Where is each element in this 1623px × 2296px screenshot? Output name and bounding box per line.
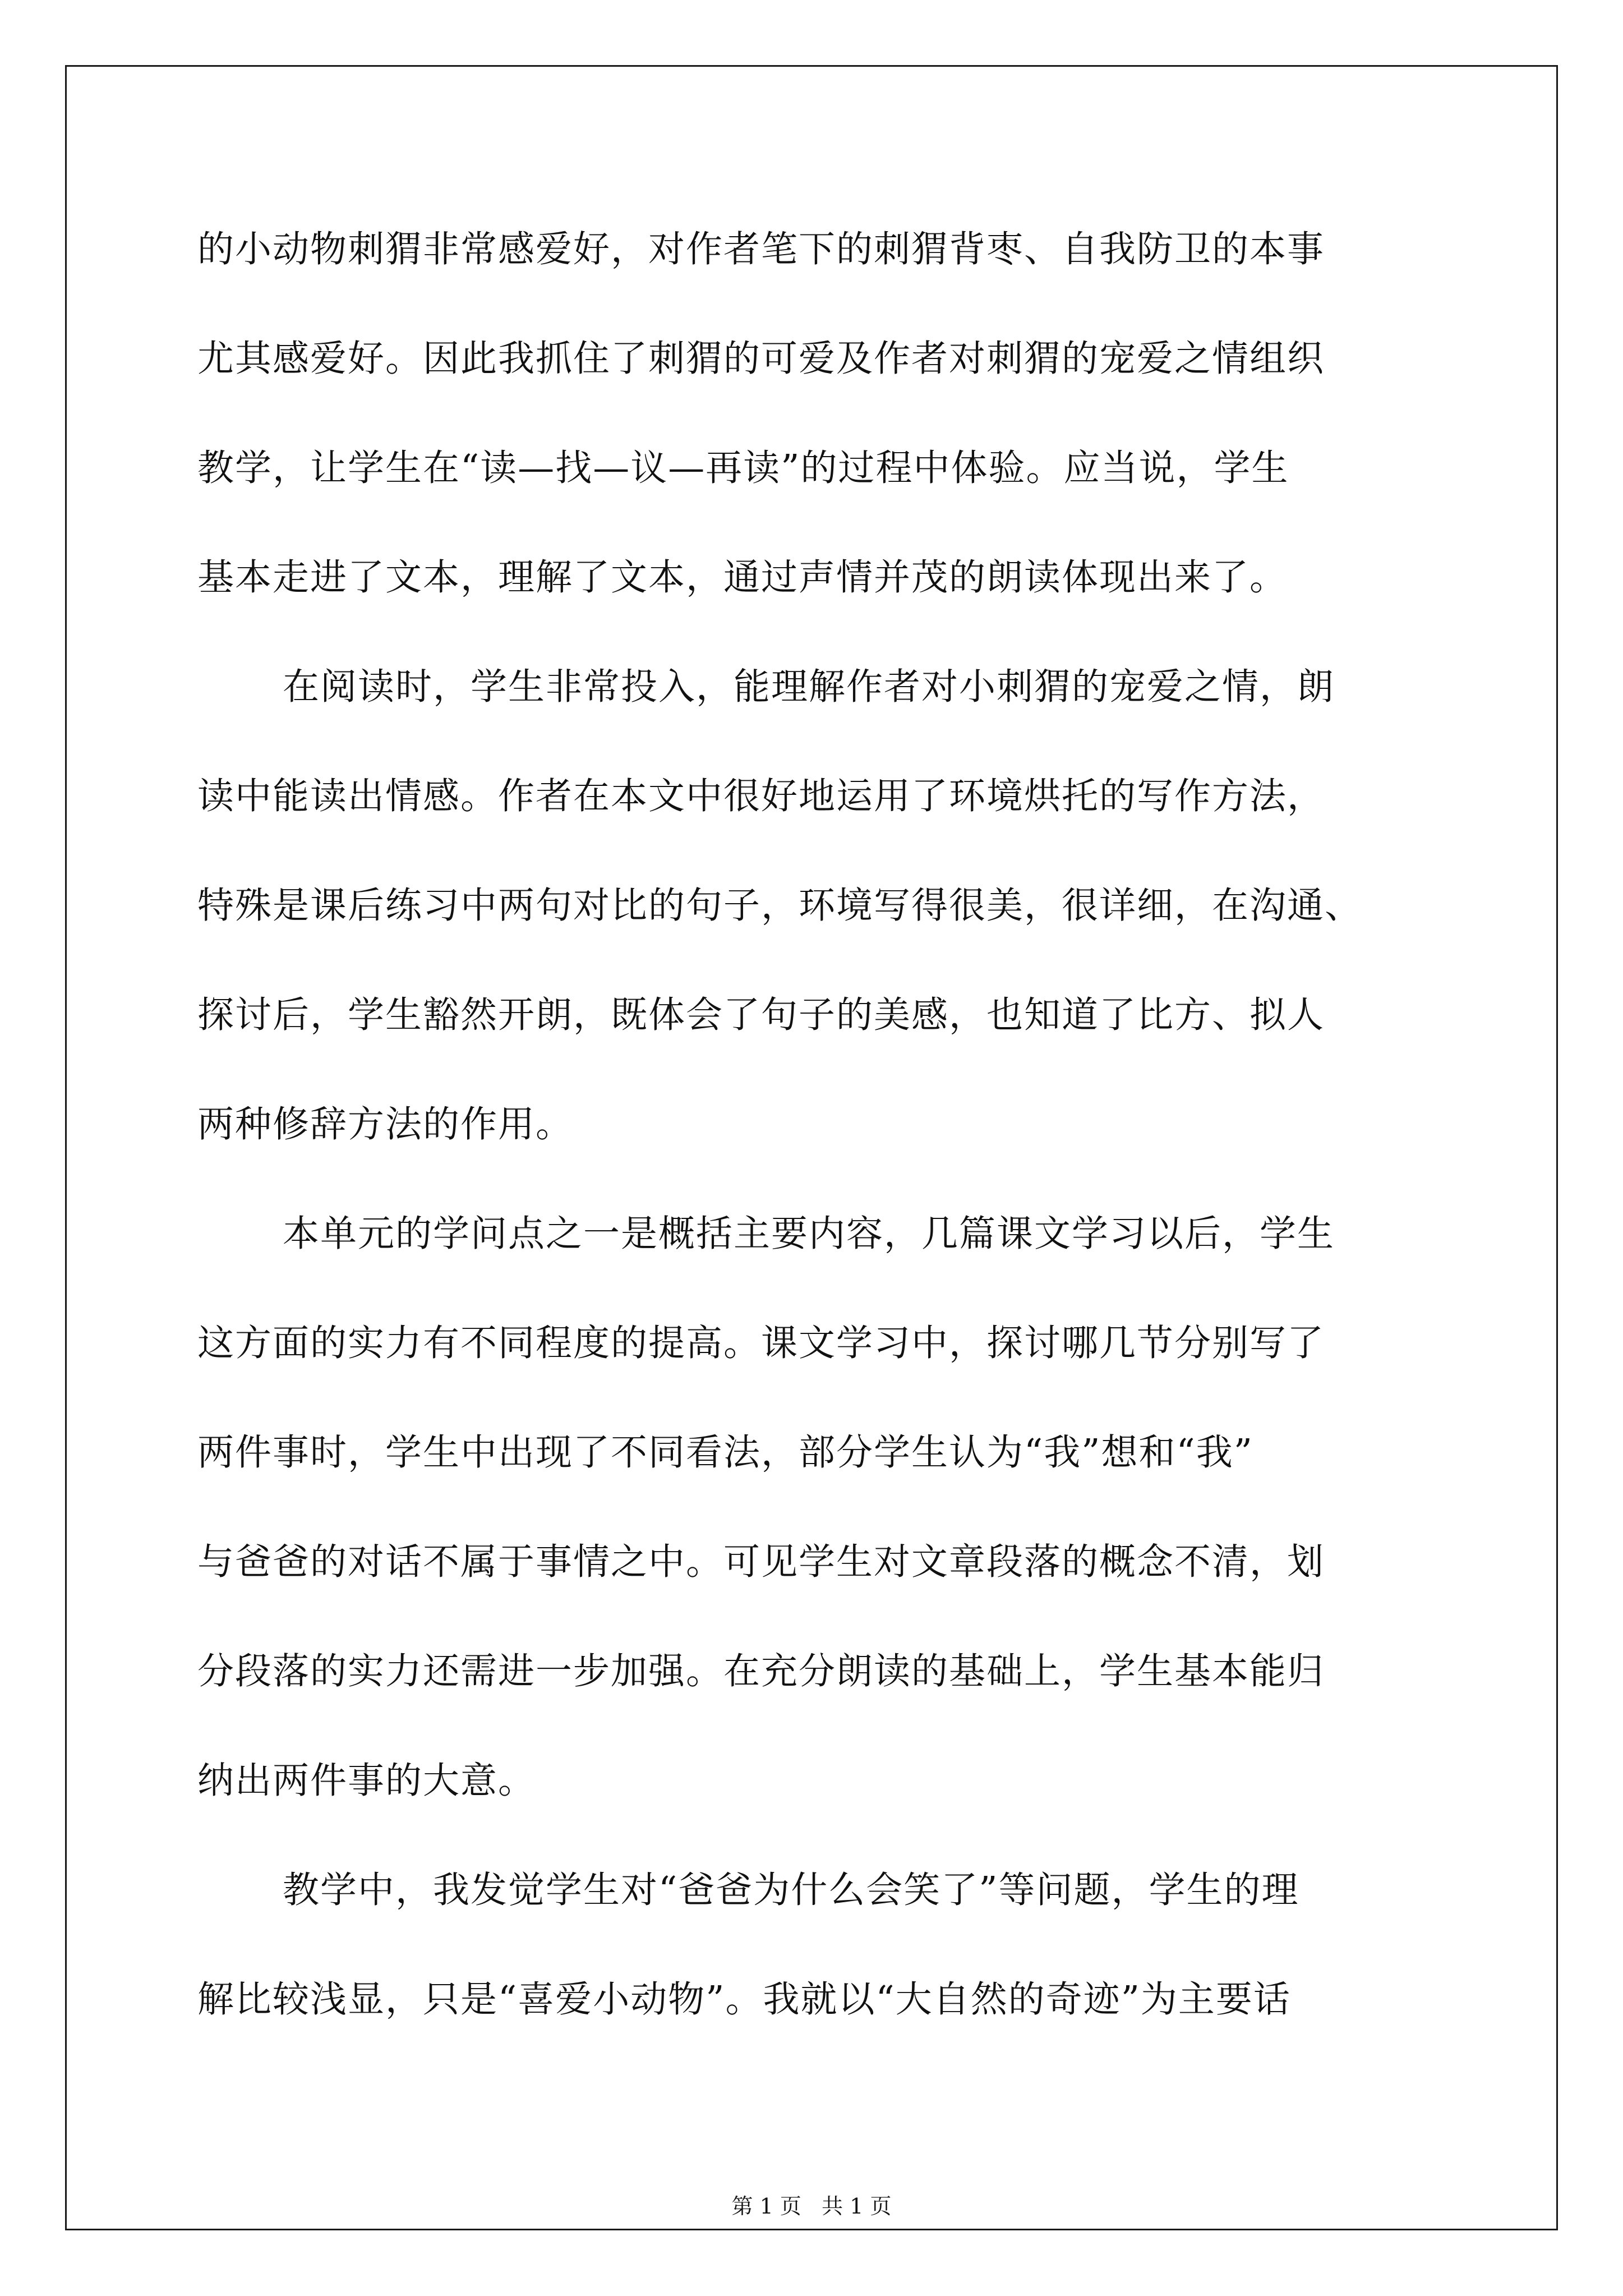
text-line: 尤其感爱好。因此我抓住了刺猬的可爱及作者对刺猬的宠爱之情组织 bbox=[197, 338, 1325, 380]
text-line: 这方面的实力有不同程度的提高。课文学习中，探讨哪几节分别写了 bbox=[197, 1322, 1325, 1364]
text-line: 与爸爸的对话不属于事情之中。可见学生对文章段落的概念不清，划 bbox=[197, 1541, 1325, 1583]
text-line: 解比较浅显，只是“喜爱小动物”。我就以“大自然的奇迹”为主要话 bbox=[197, 1978, 1291, 2021]
paragraph-first-line: 教学中，我发觉学生对“爸爸为什么会笑了”等问题，学生的理 bbox=[283, 1869, 1299, 1911]
text-line: 分段落的实力还需进一步加强。在充分朗读的基础上，学生基本能归 bbox=[197, 1650, 1325, 1692]
text-line: 两种修辞方法的作用。 bbox=[197, 1103, 574, 1145]
paragraph-first-line: 在阅读时，学生非常投入，能理解作者对小刺猬的宠爱之情，朗 bbox=[283, 666, 1335, 708]
page-number-footer: 第 1 页 共 1 页 bbox=[731, 2194, 892, 2219]
text-line: 纳出两件事的大意。 bbox=[197, 1760, 536, 1802]
text-line: 探讨后，学生豁然开朗，既体会了句子的美感，也知道了比方、拟人 bbox=[197, 994, 1325, 1036]
text-line: 基本走进了文本，理解了文本，通过声情并茂的朗读体现出来了。 bbox=[197, 556, 1288, 599]
text-line: 读中能读出情感。作者在本文中很好地运用了环境烘托的写作方法， bbox=[197, 775, 1325, 817]
text-line: 特殊是课后练习中两句对比的句子，环境写得很美，很详细，在沟通、 bbox=[197, 885, 1363, 927]
paragraph-first-line: 本单元的学问点之一是概括主要内容，几篇课文学习以后，学生 bbox=[283, 1213, 1335, 1255]
text-line: 教学，让学生在“读—找—议—再读”的过程中体验。应当说，学生 bbox=[197, 447, 1289, 489]
text-line: 两件事时，学生中出现了不同看法，部分学生认为“我”想和“我” bbox=[197, 1432, 1253, 1474]
text-line: 的小动物刺猬非常感爱好，对作者笔下的刺猬背枣、自我防卫的本事 bbox=[197, 228, 1325, 270]
